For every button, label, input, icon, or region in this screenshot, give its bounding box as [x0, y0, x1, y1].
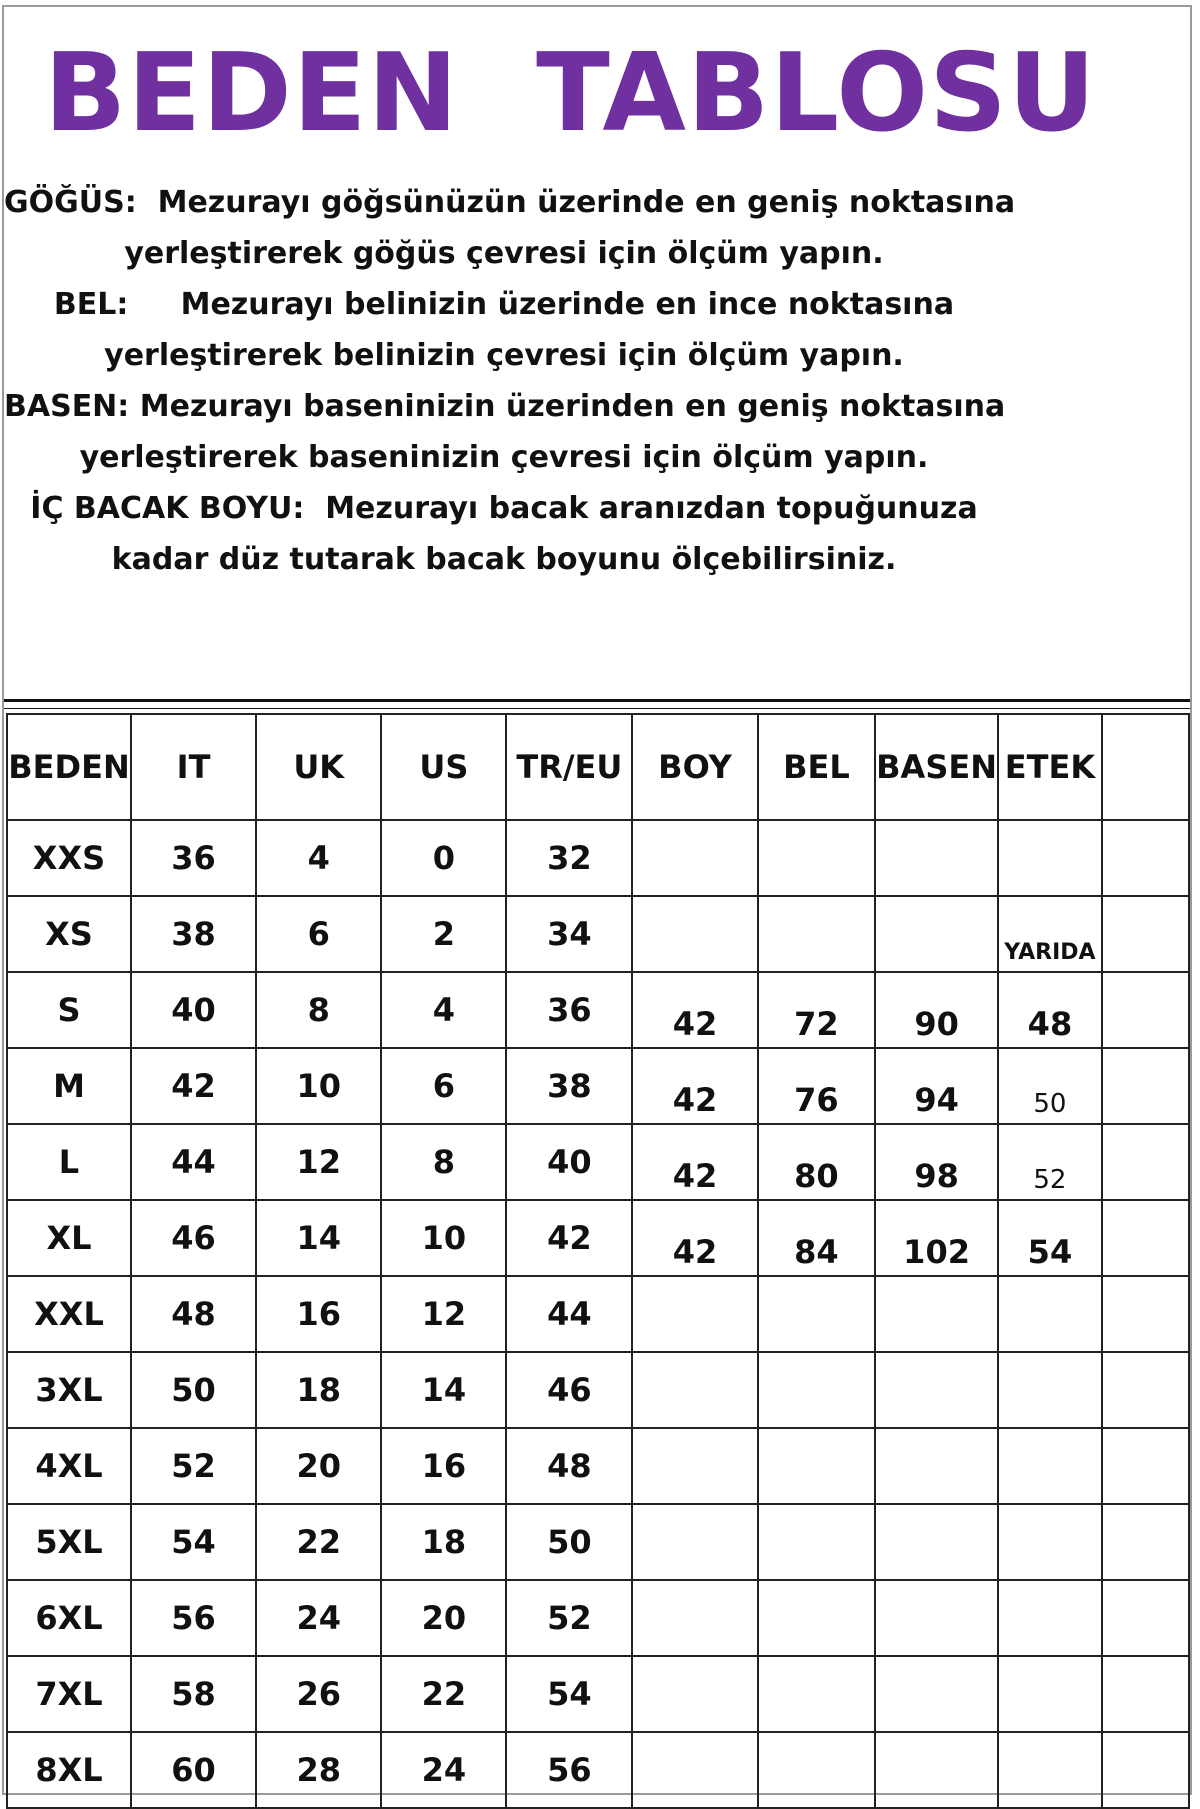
table-row [7, 1048, 1189, 1124]
size-chart-sheet [2, 5, 1192, 1795]
table-cell: 58 [131, 1656, 256, 1732]
table-cell: 56 [506, 1732, 632, 1808]
table-cell: 18 [381, 1504, 506, 1580]
size-label-cell: XS [7, 896, 131, 972]
table-cell: 46 [506, 1352, 632, 1428]
size-label-cell: 3XL [7, 1352, 131, 1428]
table-cell: 4 [381, 972, 506, 1048]
table-cell: 8 [381, 1124, 506, 1200]
table-cell: 52 [131, 1428, 256, 1504]
table-cell [875, 1580, 998, 1656]
size-label-cell: S [7, 972, 131, 1048]
table-cell: 2 [381, 896, 506, 972]
table-cell: 76 [758, 1048, 875, 1124]
table-cell [758, 1504, 875, 1580]
table-cell: 14 [381, 1352, 506, 1428]
table-cell [632, 820, 757, 896]
table-cell: 10 [381, 1200, 506, 1276]
table-cell [875, 1504, 998, 1580]
table-cell: 14 [256, 1200, 381, 1276]
table-cell: 94 [875, 1048, 998, 1124]
table-cell [1102, 1732, 1189, 1808]
table-cell [758, 1580, 875, 1656]
table-cell [998, 1276, 1102, 1352]
table-cell: 102 [875, 1200, 998, 1276]
measurement-instructions [4, 177, 1016, 585]
table-row [7, 972, 1189, 1048]
table-cell [632, 1352, 757, 1428]
size-label-cell: XXL [7, 1276, 131, 1352]
table-cell: 8 [256, 972, 381, 1048]
table-cell: 42 [131, 1048, 256, 1124]
table-cell: 44 [506, 1276, 632, 1352]
table-cell: 0 [381, 820, 506, 896]
table-cell [1102, 1428, 1189, 1504]
column-header: BEL [758, 714, 875, 820]
table-cell: 16 [256, 1276, 381, 1352]
table-cell: 72 [758, 972, 875, 1048]
table-row [7, 896, 1189, 972]
table-cell [632, 1504, 757, 1580]
size-label-cell: 4XL [7, 1428, 131, 1504]
table-cell: 38 [131, 896, 256, 972]
table-cell: 16 [381, 1428, 506, 1504]
table-cell: 52 [506, 1580, 632, 1656]
table-cell [998, 1428, 1102, 1504]
table-cell: 42 [632, 1200, 757, 1276]
table-cell: 22 [381, 1656, 506, 1732]
table-cell: 50 [998, 1048, 1102, 1124]
size-table [6, 713, 1190, 1809]
table-cell [998, 1352, 1102, 1428]
table-cell: 10 [256, 1048, 381, 1124]
column-header: US [381, 714, 506, 820]
table-cell: 38 [506, 1048, 632, 1124]
table-row [7, 1428, 1189, 1504]
table-row [7, 1352, 1189, 1428]
size-label-cell: XL [7, 1200, 131, 1276]
table-row [7, 820, 1189, 896]
table-cell [1102, 1124, 1189, 1200]
table-cell: 60 [131, 1732, 256, 1808]
table-cell [1102, 1352, 1189, 1428]
page-title: BEDEN TABLOSU [44, 31, 1097, 156]
table-cell: 42 [506, 1200, 632, 1276]
table-cell [1102, 1656, 1189, 1732]
table-row [7, 1732, 1189, 1808]
instruction-line: yerleştirerek belinizin çevresi için ölçüm yapın. [104, 338, 904, 373]
table-cell [758, 896, 875, 972]
table-cell: 98 [875, 1124, 998, 1200]
table-cell: 54 [506, 1656, 632, 1732]
table-cell [632, 1428, 757, 1504]
table-row [7, 1124, 1189, 1200]
table-cell: 4 [256, 820, 381, 896]
table-cell [875, 1656, 998, 1732]
divider-thin [4, 708, 1190, 709]
table-cell [998, 1504, 1102, 1580]
table-cell: 24 [381, 1732, 506, 1808]
table-cell: 48 [998, 972, 1102, 1048]
table-row [7, 1504, 1189, 1580]
table-row [7, 1580, 1189, 1656]
table-cell: 42 [632, 1048, 757, 1124]
size-label-cell: 7XL [7, 1656, 131, 1732]
table-cell: 32 [506, 820, 632, 896]
instruction-line: GÖĞÜS: Mezurayı göğsünüzün üzerinde en geniş noktasına [4, 185, 1016, 220]
table-header-row [7, 714, 1189, 820]
instruction-line: İÇ BACAK BOYU: Mezurayı bacak aranızdan topuğunuza [30, 491, 978, 526]
column-header: UK [256, 714, 381, 820]
instruction-line: kadar düz tutarak bacak boyunu ölçebilirsiniz. [111, 542, 897, 577]
table-cell [1102, 896, 1189, 972]
table-cell [875, 896, 998, 972]
table-cell: 34 [506, 896, 632, 972]
table-cell [998, 1580, 1102, 1656]
table-cell: 40 [506, 1124, 632, 1200]
table-cell: 56 [131, 1580, 256, 1656]
table-cell: 46 [131, 1200, 256, 1276]
table-cell: 48 [131, 1276, 256, 1352]
table-cell [632, 1656, 757, 1732]
table-cell [632, 1276, 757, 1352]
table-cell [758, 1428, 875, 1504]
table-cell [1102, 1200, 1189, 1276]
table-cell: YARIDA [998, 896, 1102, 972]
column-header: BOY [632, 714, 757, 820]
size-label-cell: 6XL [7, 1580, 131, 1656]
table-cell: 28 [256, 1732, 381, 1808]
size-label-cell: 5XL [7, 1504, 131, 1580]
table-cell: 54 [131, 1504, 256, 1580]
instruction-line: BASEN: Mezurayı baseninizin üzerinden en geniş noktasına [4, 389, 1006, 424]
size-label-cell: 8XL [7, 1732, 131, 1808]
table-cell: 48 [506, 1428, 632, 1504]
table-cell: 20 [256, 1428, 381, 1504]
table-cell: 36 [506, 972, 632, 1048]
table-cell: 80 [758, 1124, 875, 1200]
instruction-line: yerleştirerek göğüs çevresi için ölçüm yapın. [124, 236, 884, 271]
table-cell [875, 1276, 998, 1352]
table-cell: 44 [131, 1124, 256, 1200]
table-cell [758, 1656, 875, 1732]
table-row [7, 1200, 1189, 1276]
column-header: TR/EU [506, 714, 632, 820]
table-row [7, 1656, 1189, 1732]
column-header: BEDEN [7, 714, 131, 820]
table-cell [758, 1276, 875, 1352]
table-cell: 36 [131, 820, 256, 896]
instruction-line: BEL: Mezurayı belinizin üzerinde en ince noktasına [53, 287, 955, 322]
table-cell: 40 [131, 972, 256, 1048]
table-cell [875, 1732, 998, 1808]
table-cell: 22 [256, 1504, 381, 1580]
table-cell [875, 1428, 998, 1504]
instruction-line: yerleştirerek baseninizin çevresi için ölçüm yapın. [79, 440, 929, 475]
table-cell: 50 [506, 1504, 632, 1580]
table-cell [632, 1732, 757, 1808]
table-cell: 24 [256, 1580, 381, 1656]
table-cell [632, 896, 757, 972]
table-cell [875, 1352, 998, 1428]
table-row [7, 1276, 1189, 1352]
size-label-cell: L [7, 1124, 131, 1200]
table-cell [998, 820, 1102, 896]
table-cell: 18 [256, 1352, 381, 1428]
column-header: BASEN [875, 714, 998, 820]
table-cell: 6 [256, 896, 381, 972]
table-cell: 90 [875, 972, 998, 1048]
table-cell [758, 820, 875, 896]
table-cell: 26 [256, 1656, 381, 1732]
table-cell: 6 [381, 1048, 506, 1124]
table-cell [632, 1580, 757, 1656]
table-cell [758, 1352, 875, 1428]
table-cell [758, 1732, 875, 1808]
table-cell: 42 [632, 1124, 757, 1200]
table-cell [1102, 972, 1189, 1048]
table-cell: 42 [632, 972, 757, 1048]
table-cell [998, 1732, 1102, 1808]
table-cell [1102, 1580, 1189, 1656]
table-cell: 84 [758, 1200, 875, 1276]
table-cell: 12 [256, 1124, 381, 1200]
table-cell [875, 820, 998, 896]
table-cell: 54 [998, 1200, 1102, 1276]
table-cell: 52 [998, 1124, 1102, 1200]
table-cell [1102, 1276, 1189, 1352]
size-label-cell: M [7, 1048, 131, 1124]
table-cell: 20 [381, 1580, 506, 1656]
table-cell: 12 [381, 1276, 506, 1352]
table-cell [1102, 820, 1189, 896]
table-cell [998, 1656, 1102, 1732]
column-header: ETEK [998, 714, 1102, 820]
table-cell: 50 [131, 1352, 256, 1428]
table-cell [1102, 1048, 1189, 1124]
table-cell [1102, 1504, 1189, 1580]
column-header: IT [131, 714, 256, 820]
column-header [1102, 714, 1189, 820]
size-label-cell: XXS [7, 820, 131, 896]
divider-thick [4, 699, 1190, 702]
